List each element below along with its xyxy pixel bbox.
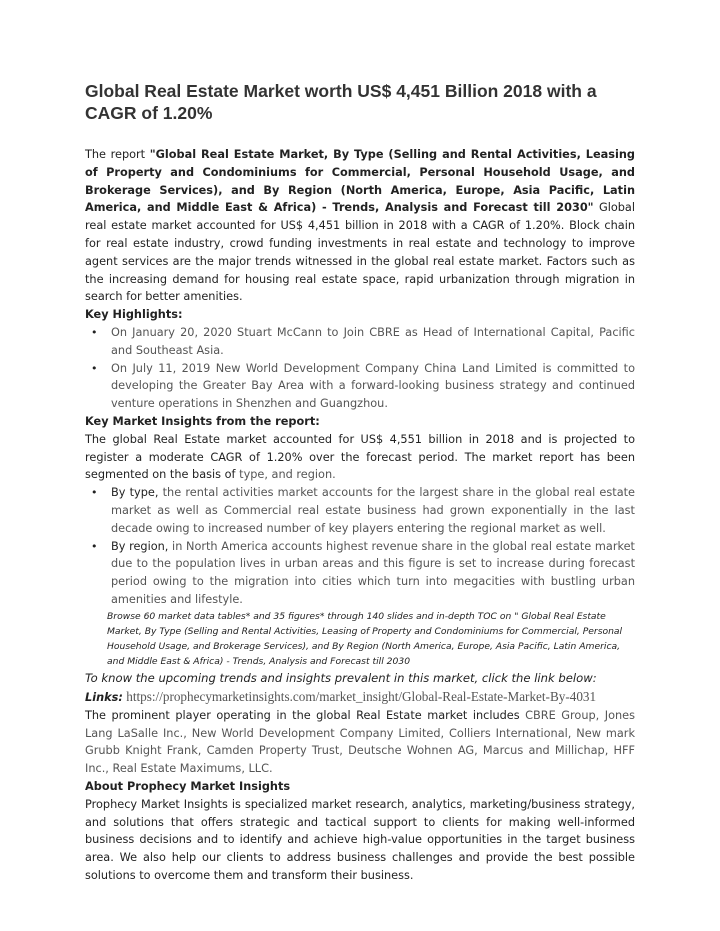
about-heading: About Prophecy Market Insights [85,779,291,793]
list-item: • On July 11, 2019 New World Development Company China Land Limited is committed to developing the Greater Bay Area with a forward-looking business strategy and continued venture operations in Shenzhen and Guangzhou. [91,361,635,411]
document-page [85,80,635,885]
key-insights-list [85,484,635,609]
players-paragraph: The prominent player operating in the global Real Estate market includes CBRE Group, Jones Lang LaSalle Inc., New World Development Company Limited, Colliers International, New mark Grubb Knight Frank, Camden Property Trust, Deutsche Wohnen AG, Marcus and Millichap, HFF Inc., Real Estate Maximums, LLC. [85,708,636,776]
report-name: "Global Real Estate Market, By Type (Selling and Rental Activities, Leasing of Property and Condominiums for Commercial, Personal Household Usage, and Brokerage Services), and By Region (North America, Europe, Asia Pacific, Latin America, and Middle East & Africa) - Trends, Analysis and Forecast till 2030" [85,148,635,215]
links-label: Links: [85,690,123,704]
bullet-icon: • [91,325,98,339]
key-insights-paragraph: The global Real Estate market accounted for US$ 4,551 billion in 2018 and is projected to register a moderate CAGR of 1.20% over the forecast period. The market report has been segmented on the basis of type, and region. [85,432,635,482]
report-link[interactable]: https://prophecymarketinsights.com/market_insight/Global-Real-Estate-Market-By-4031 [126,688,597,704]
bullet-icon: • [91,361,98,375]
key-insights-heading: Key Market Insights from the report: [85,414,320,428]
intro-body: Global real estate market accounted for US$ 4,451 billion in 2018 with a CAGR of 1.20%. Block chain for real estate industry, crowd funding investments in real estate and technology to improve agent services are the major trends witnessed in the global real estate market. Factors such as the increasing demand for housing real estate space, rapid urbanization through migration in search for better amenities. [85,201,635,304]
intro-paragraph [85,146,635,306]
browse-note: Browse 60 market data tables* and 35 figures* through 140 slides and in-depth TOC on " Global Real Estate Market, By Type (Selling and Rental Activities, Leasing of Property and Condominiums for Commercial, Personal Household Usage, and Brokerage Services), and By Region (North America, Europe, Asia Pacific, Latin America, and Middle East & Africa) - Trends, Analysis and Forecast till 2030 [107,610,623,667]
about-paragraph: Prophecy Market Insights is specialized market research, analytics, marketing/business strategy, and solutions that offers strategic and tactical support to clients for making well-informed business decisions and to identify and achieve high-value opportunities in the target business area. We also help our clients to address business challenges and provide the best possible solutions to overcome them and transform their business. [85,797,635,882]
bullet-icon: • [91,539,98,553]
bullet-icon: • [91,486,98,500]
intro-prefix: The report [85,148,150,161]
list-item: • By type, the rental activities market accounts for the largest share in the global real estate market as well as Commercial real estate business had grown exponentially in the last decade owing to increased number of key players entering the regional market as well. [91,486,635,535]
key-highlights-list [85,324,635,413]
links-line [85,688,635,707]
know-more-text: To know the upcoming trends and insights prevalent in this market, click the link below: [85,670,597,685]
list-item: • On January 20, 2020 Stuart McCann to Join CBRE as Head of International Capital, Pacific and Southeast Asia. [91,325,635,357]
list-item: • By region, in North America accounts highest revenue share in the global real estate market due to the population lives in urban areas and this figure is set to increase during forecast period owing to the migration into cities which turn into megacities with bustling urban amenities and lifestyle. [91,539,635,606]
page-title: Global Real Estate Market worth US$ 4,451 Billion 2018 with a CAGR of 1.20% [85,81,597,123]
key-highlights-heading: Key Highlights: [85,308,183,322]
